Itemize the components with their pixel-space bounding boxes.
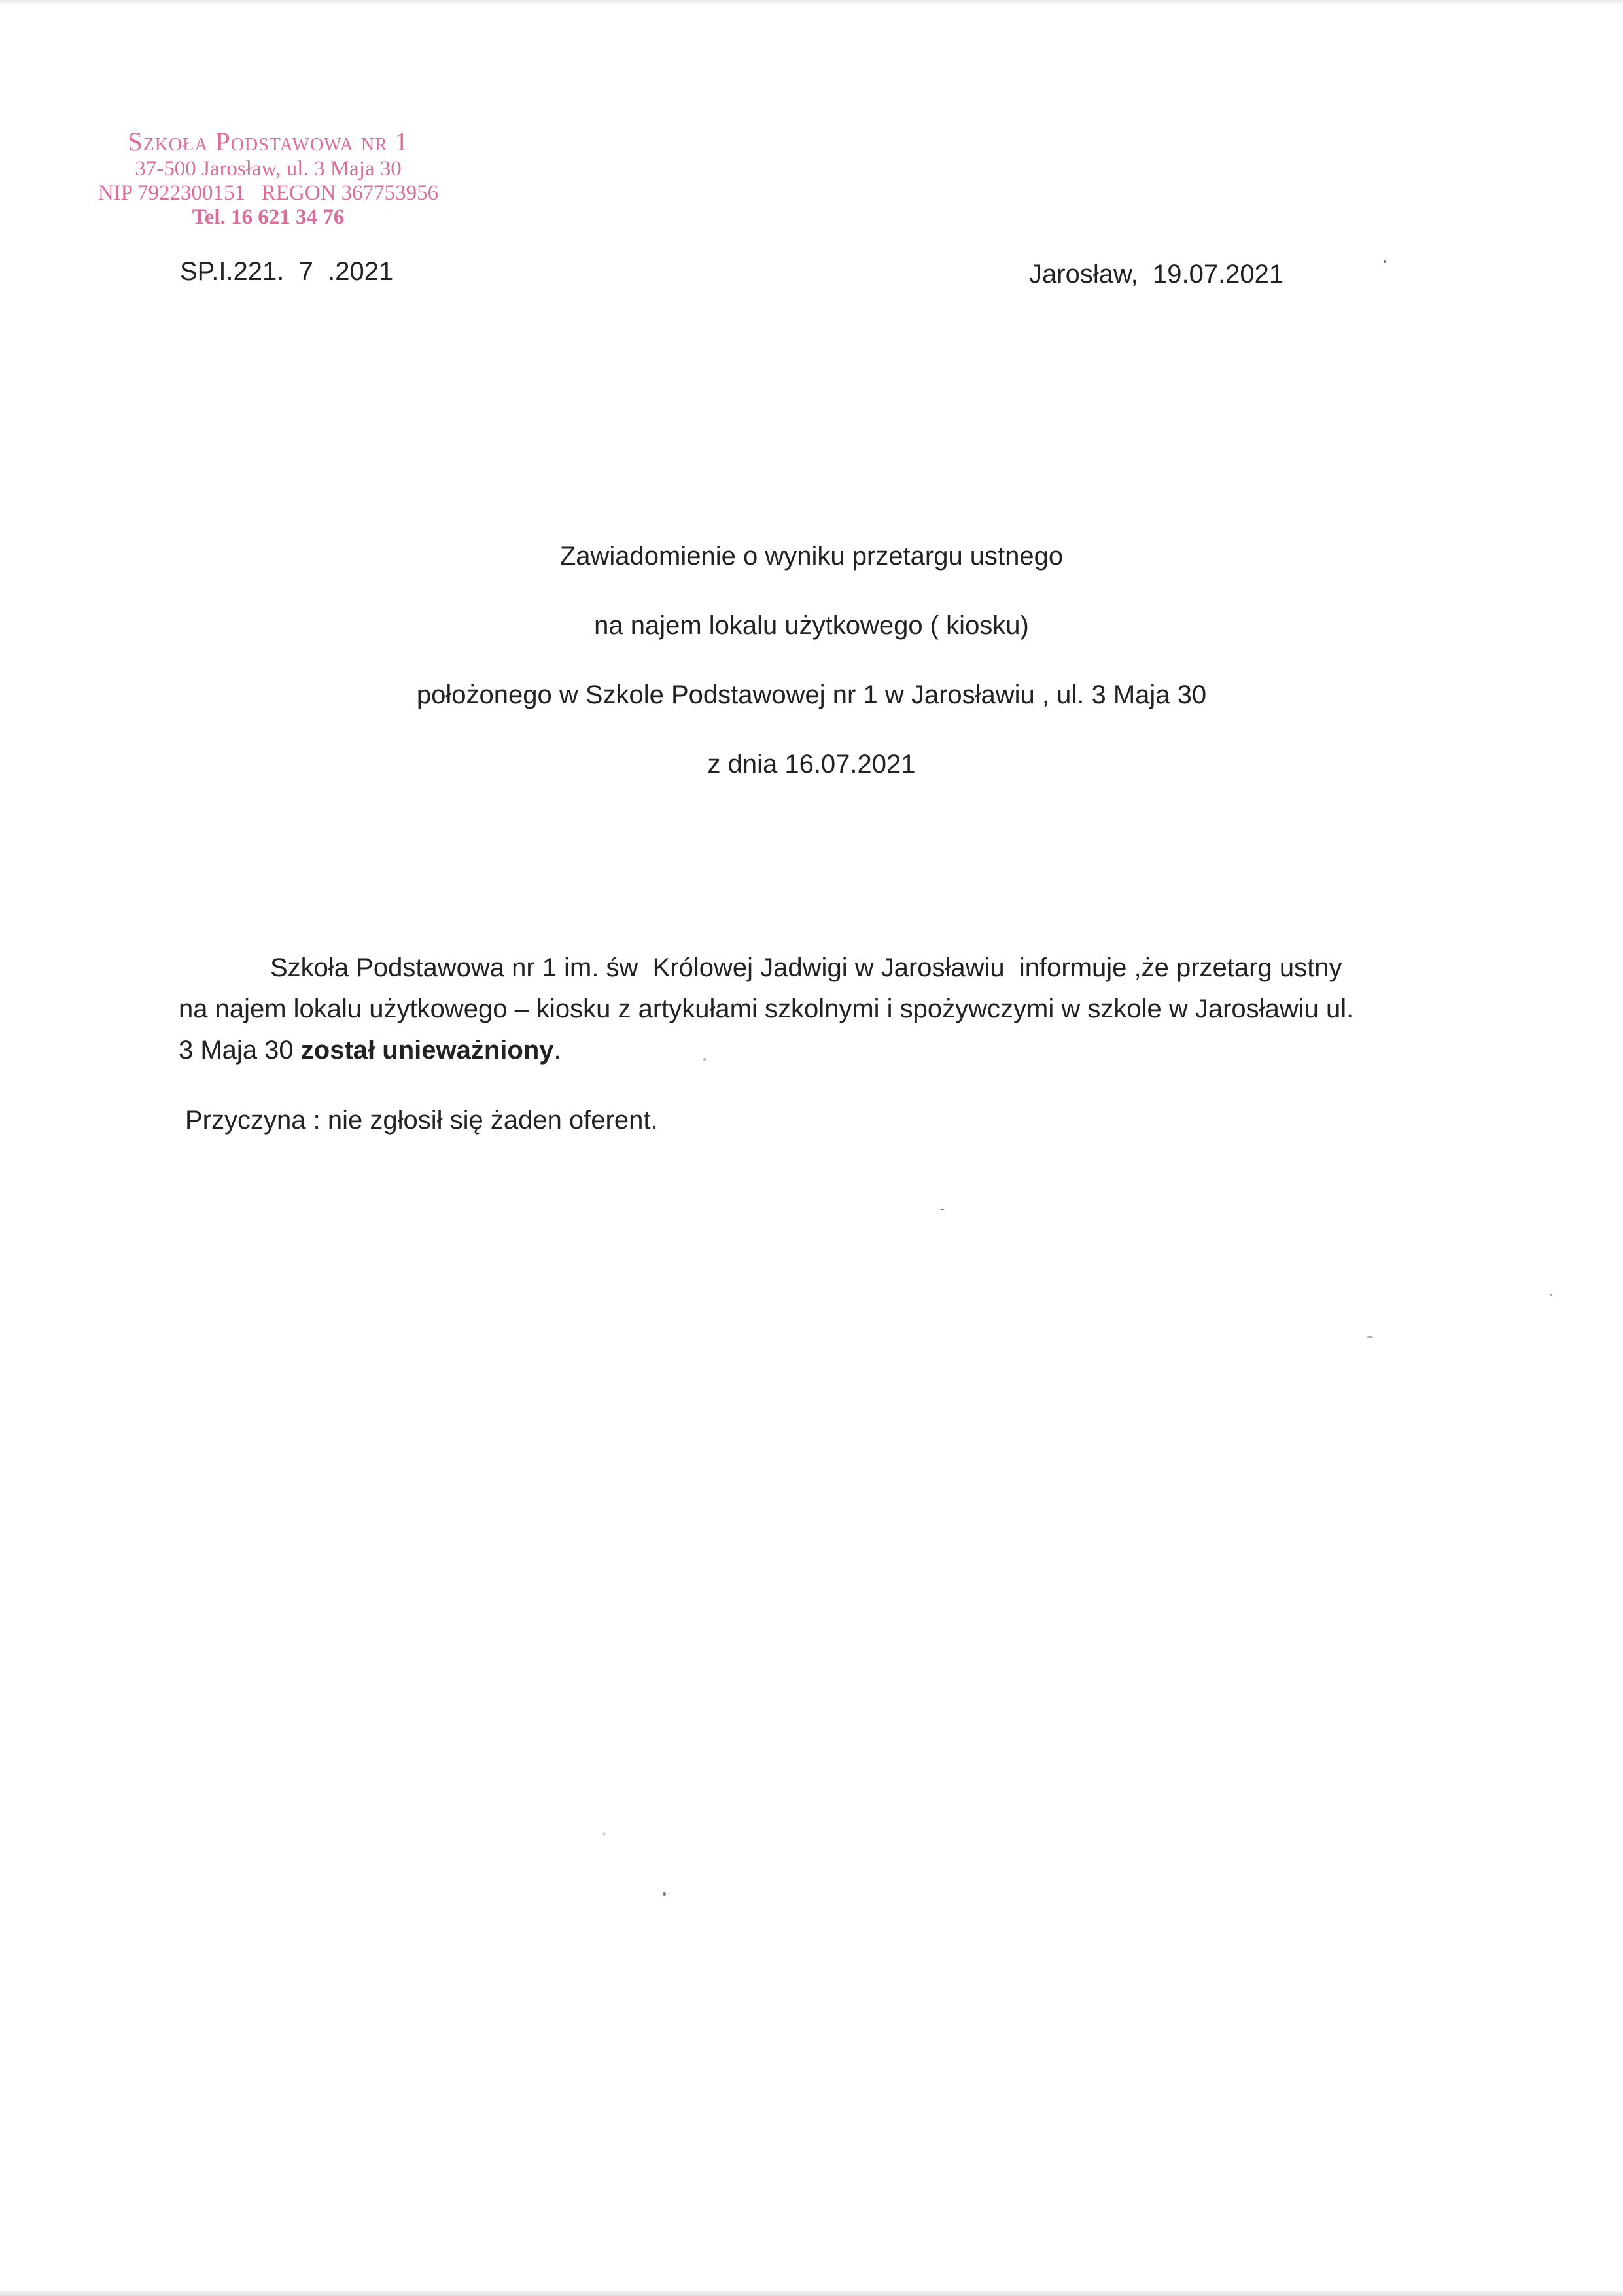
scan-edge-top [0,0,1623,5]
title-line-2: na najem lokalu użytkowego ( kiosku) [594,611,1029,640]
title-line-1: Zawiadomienie o wyniku przetargu ustnego [559,542,1064,571]
annulled-emphasis: został unieważniony [300,1036,554,1065]
notice-body [179,947,1422,1071]
reason-text: Przyczyna : nie zgłosił się żaden oferent. [185,1106,658,1135]
title-line-3: położonego w Szkole Podstawowej nr 1 w Jarosławiu , ul. 3 Maja 30 [416,680,1207,709]
scan-speck [1550,1294,1552,1296]
scan-speck [1384,260,1386,263]
stamp-ids: NIP 7922300151 REGON 367753956 [97,181,439,205]
reference-number: SP.I.221. 7 .2021 [180,257,394,286]
scan-speck [663,1892,666,1896]
title-line-4: z dnia 16.07.2021 [707,750,916,779]
stamp-phone: Tel. 16 621 34 76 [192,205,345,229]
body-line-3-start: 3 Maja 30 [179,1036,301,1065]
stamp-school-name: Szkoła Podstawowa nr 1 [128,127,409,156]
body-line-3-end: . [553,1036,561,1065]
body-line-1 [179,947,1422,989]
school-stamp [85,128,451,230]
body-line-3 [179,1030,1422,1071]
body-line-1-text: Szkoła Podstawowa nr 1 im. św Królowej Jadwigi w Jarosławiu informuje ,że przetarg ustny [270,953,1342,982]
place-and-date: Jarosław, 19.07.2021 [1029,260,1284,289]
scan-edge-bottom [0,2289,1623,2296]
stamp-address: 37-500 Jarosław, ul. 3 Maja 30 [135,156,402,181]
body-line-2: na najem lokalu użytkowego – kiosku z artykułami szkolnymi i spożywczymi w szkole w Jarosławiu ul. [179,995,1354,1023]
notice-title [0,533,1623,811]
scan-speck [1366,1336,1374,1338]
scan-speck [703,1058,706,1061]
scan-speck [941,1209,944,1210]
scan-speck [602,1832,606,1836]
